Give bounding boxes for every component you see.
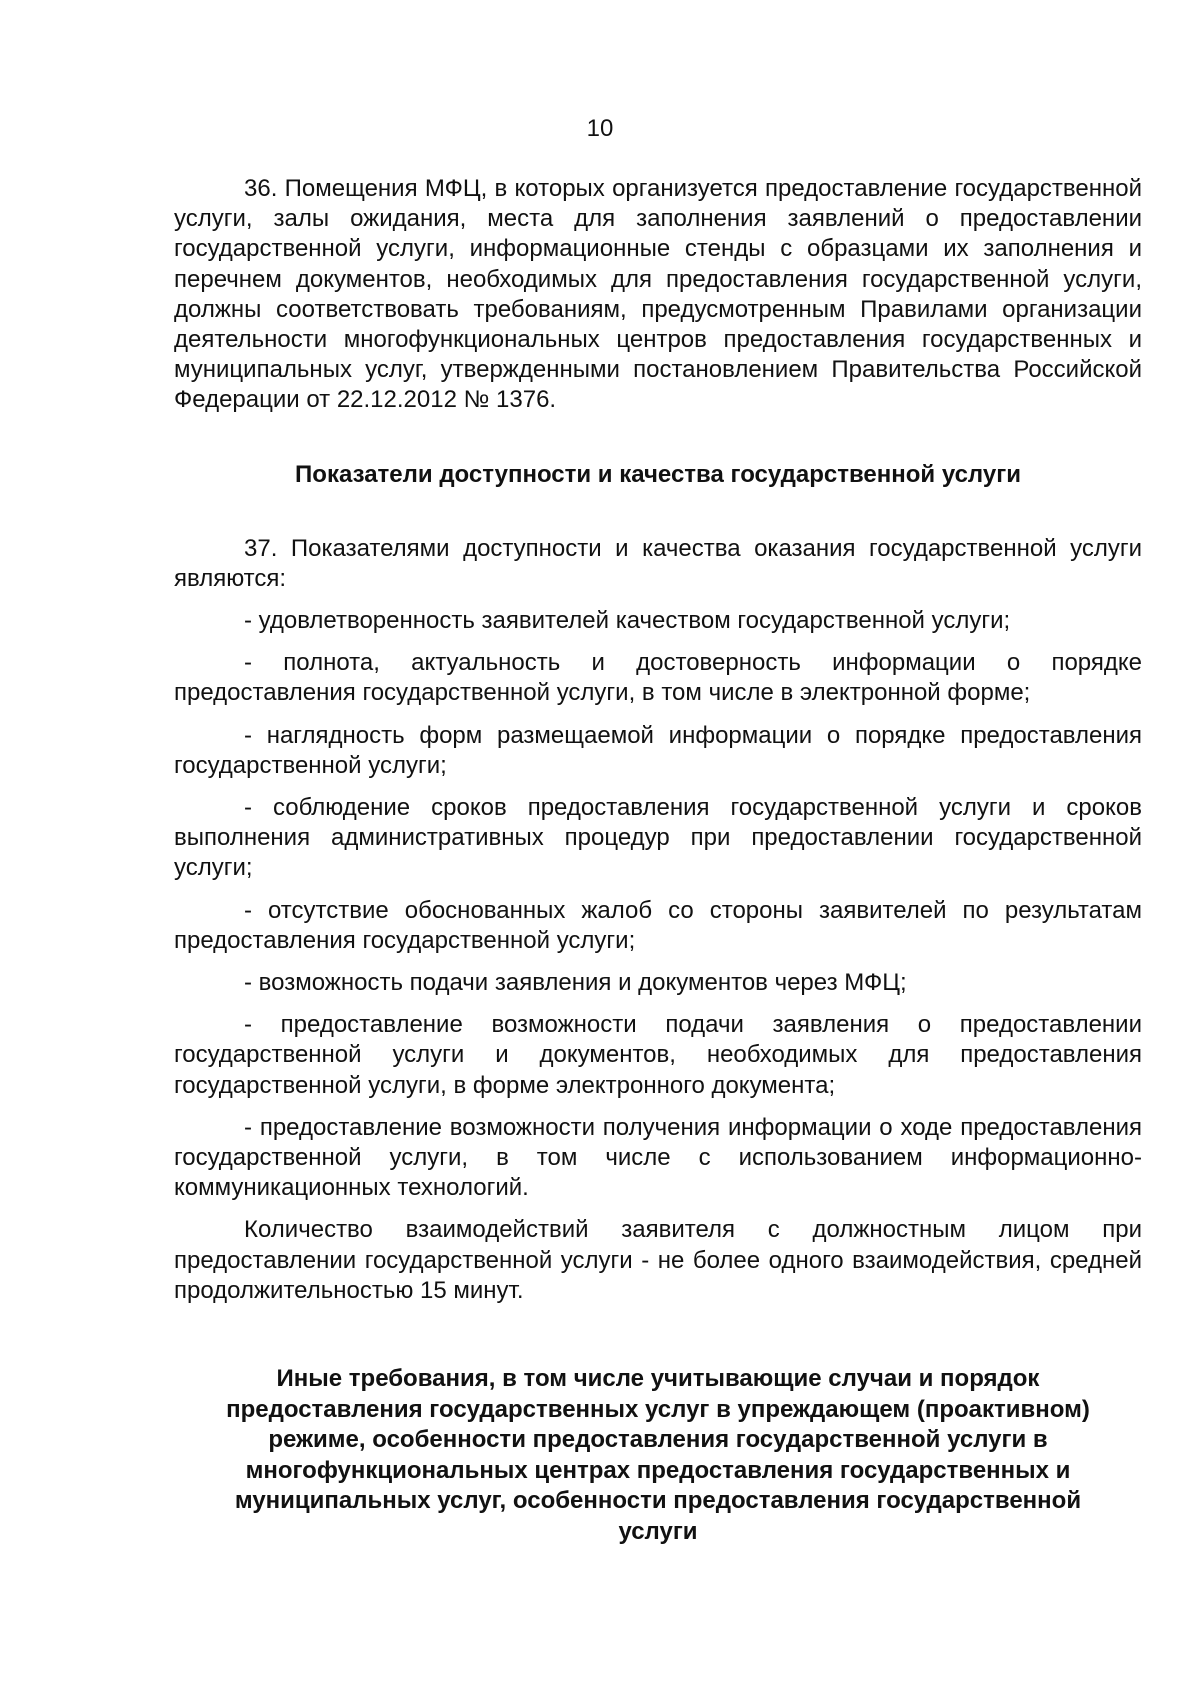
page-number: 10 — [586, 115, 614, 142]
list-item: - удовлетворенность заявителей качеством государственной услуги; — [244, 607, 1011, 635]
document-body — [174, 174, 1142, 1548]
heading-indicators: Показатели доступности и качества государственной услуги — [295, 460, 1021, 488]
list-item: - отсутствие обоснованных жалоб со стороны заявителей по результатам предоставления государственной услуги; — [174, 896, 1142, 954]
list-item: - возможность подачи заявления и документов через МФЦ; — [244, 969, 907, 997]
heading-other-requirements: Иные требования, в том числе учитывающие случаи и порядок предоставления государственных услуг в упреждающем (проактивном) режиме, особенности предоставления государственной услуги в многофункциональных центрах предоставления государственных и муниципальных услуг, особенности предоставления государственной услуги — [226, 1365, 1090, 1546]
list-item: - соблюдение сроков предоставления государственной услуги и сроков выполнения административных процедур при предоставлении государственной услуги; — [174, 794, 1142, 882]
list-item: - предоставление возможности подачи заявления о предоставлении государственной услуги и документов, необходимых для предоставления государственной услуги, в форме электронного документа; — [174, 1011, 1142, 1099]
list-item: - предоставление возможности получения информации о ходе предоставления государственной услуги, в том числе с использованием информационно-коммуникационных технологий. — [174, 1113, 1142, 1202]
list-item: - наглядность форм размещаемой информации о порядке предоставления государственной услуги; — [174, 721, 1142, 779]
interaction-summary: Количество взаимодействий заявителя с должностным лицом при предоставлении государственной услуги - не более одного взаимодействия, средней продолжительностью 15 минут. — [174, 1216, 1142, 1304]
paragraph-37-intro: 37. Показателями доступности и качества оказания государственной услуги являются: — [174, 534, 1142, 592]
list-item: - полнота, актуальность и достоверность информации о порядке предоставления государственной услуги, в том числе в электронной форме; — [174, 649, 1142, 707]
paragraph-36: 36. Помещения МФЦ, в которых организуется предоставление государственной услуги, залы ожидания, места для заполнения заявлений о предоставлении государственной услуги, информационные стенды с образцами их заполнения и перечнем документов, необходимых для предоставления государственной услуги, должны соответствовать требованиям, предусмотренным Правилами организации деятельности многофункциональных центров предоставления государственных и муниципальных услуг, утвержденными постановлением Правительства Российской Федерации от 22.12.2012 № 1376. — [174, 175, 1142, 414]
